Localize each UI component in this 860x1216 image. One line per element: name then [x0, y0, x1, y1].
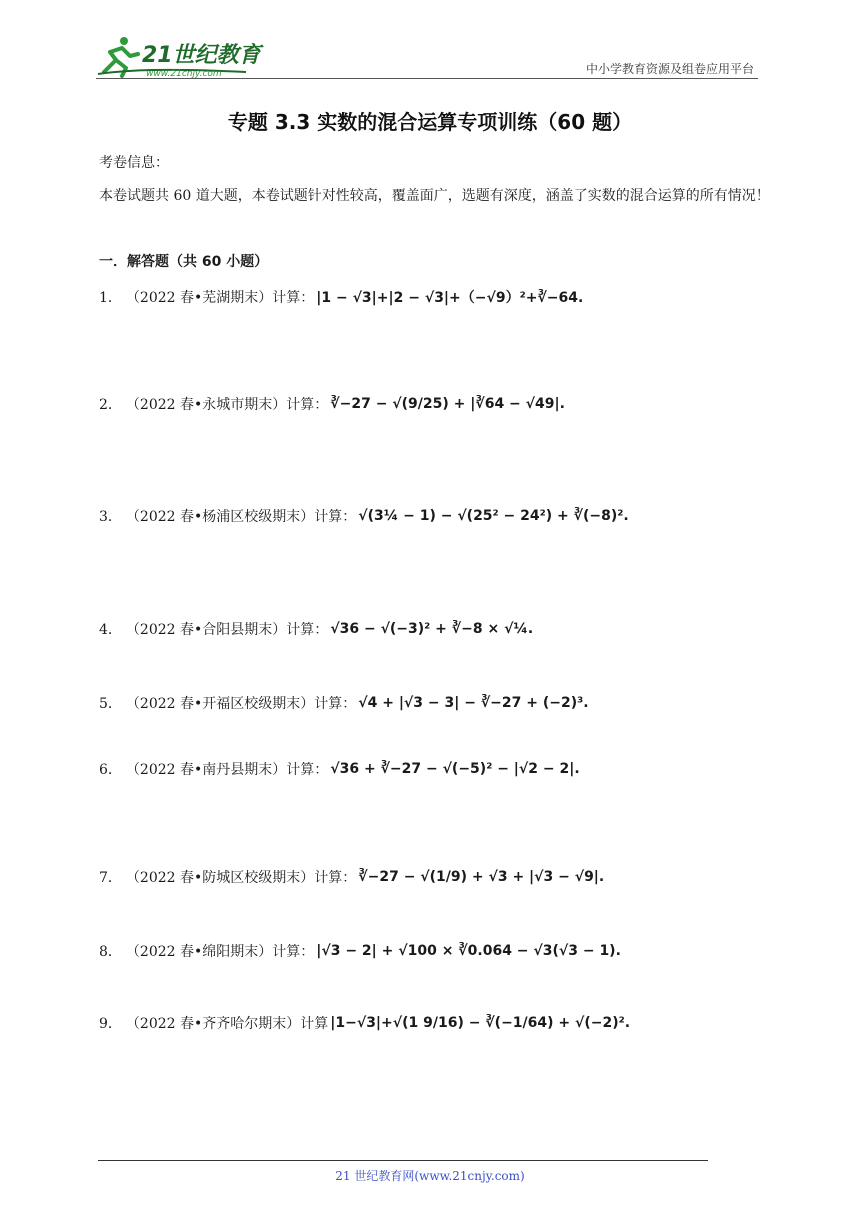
logo-runner-icon	[96, 34, 266, 80]
problem-number: 5．	[99, 696, 122, 712]
problem-3	[99, 506, 629, 526]
problem-source: （2022 春•绵阳期末）计算：	[125, 944, 315, 960]
problem-6	[99, 759, 580, 779]
problem-source: （2022 春•南丹县期末）计算：	[125, 762, 329, 778]
problem-expression: √36 − √(−3)² + ∛−8 × √¼.	[330, 621, 534, 637]
problem-expression: √4 + |√3 − 3| − ∛−27 + (−2)³.	[358, 695, 589, 711]
logo	[96, 34, 266, 80]
page-header	[96, 34, 758, 80]
section-heading: 一．解答题（共 60 小题）	[99, 254, 269, 270]
header-platform-text: 中小学教育资源及组卷应用平台	[585, 62, 754, 76]
logo-text: 21世纪教育	[142, 43, 261, 68]
problem-source: （2022 春•芜湖期末）计算：	[125, 290, 315, 306]
problem-5	[99, 693, 589, 713]
problem-expression: √(3¼ − 1) − √(25² − 24²) + ∛(−8)².	[358, 508, 629, 524]
exam-info-label: 考卷信息：	[99, 155, 169, 171]
problem-number: 4．	[99, 622, 122, 638]
problem-number: 1．	[99, 290, 122, 306]
problem-expression: √36 + ∛−27 − √(−5)² − |√2 − 2|.	[330, 761, 580, 777]
problem-number: 7．	[99, 870, 122, 886]
problem-number: 3．	[99, 509, 122, 525]
problem-expression: |1−√3|+√(1 9/16) − ∛(−1/64) + √(−2)².	[330, 1015, 631, 1031]
problem-expression: |1 − √3|+|2 − √3|+（−√9）²+∛−64.	[316, 290, 584, 306]
problem-7	[99, 867, 604, 887]
problem-expression: ∛−27 − √(9/25) + |∛64 − √49|.	[330, 396, 565, 412]
problem-source: （2022 春•合阳县期末）计算：	[125, 622, 329, 638]
problem-4	[99, 619, 533, 639]
problem-number: 9．	[99, 1016, 122, 1032]
problem-2	[99, 394, 565, 414]
header-divider	[96, 78, 758, 79]
problem-expression: ∛−27 − √(1/9) + √3 + |√3 − √9|.	[358, 869, 605, 885]
problem-expression: |√3 − 2| + √100 × ∛0.064 − √3(√3 − 1).	[316, 943, 621, 959]
problem-number: 8．	[99, 944, 122, 960]
footer-link[interactable]: 21 世纪教育网(www.21cnjy.com)	[335, 1169, 525, 1183]
problem-source: （2022 春•永城市期末）计算：	[125, 397, 329, 413]
problem-8	[99, 941, 621, 961]
problem-1	[99, 287, 583, 307]
logo-url: www.21cnjy.com	[146, 69, 222, 79]
problem-number: 6．	[99, 762, 122, 778]
problem-9	[99, 1013, 630, 1033]
footer-divider	[98, 1160, 708, 1161]
problem-number: 2．	[99, 397, 122, 413]
page-title: 专题 3.3 实数的混合运算专项训练（60 题）	[227, 110, 633, 134]
exam-intro: 本卷试题共 60 道大题，本卷试题针对性较高，覆盖面广，选题有深度，涵盖了实数的混合运算的所有情况！	[99, 188, 770, 204]
problem-source: （2022 春•齐齐哈尔期末）计算	[125, 1016, 329, 1032]
problem-source: （2022 春•防城区校级期末）计算：	[125, 870, 357, 886]
problem-source: （2022 春•杨浦区校级期末）计算：	[125, 509, 357, 525]
problem-source: （2022 春•开福区校级期末）计算：	[125, 696, 357, 712]
